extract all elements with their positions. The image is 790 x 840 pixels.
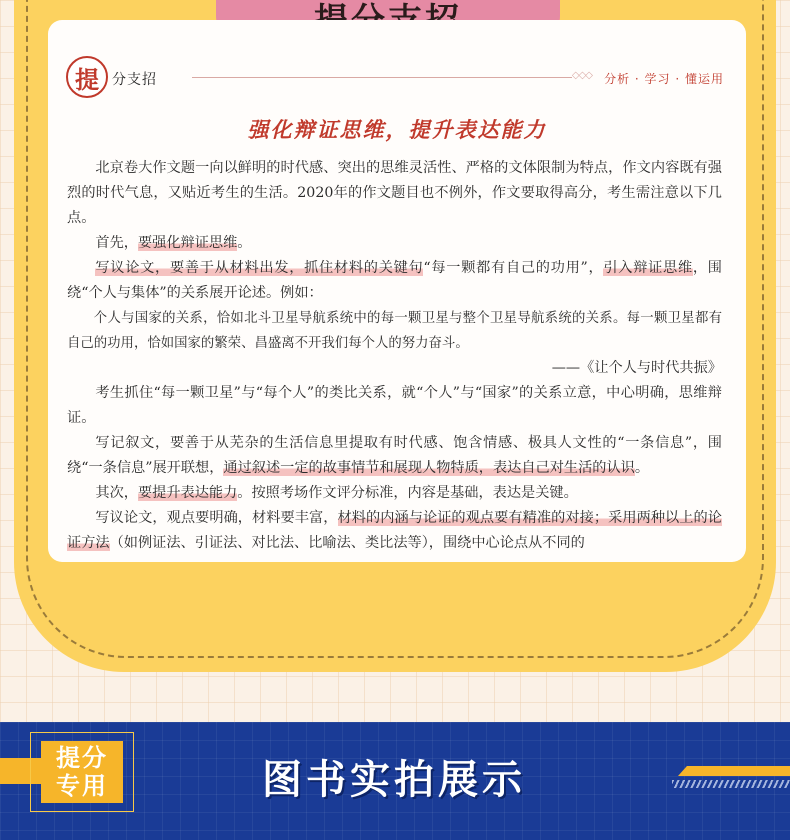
highlight-text: 要强化辩证思维	[137, 235, 238, 251]
text-span: 写记叙文，要善于从芜杂的生活信息里提取有时代感、饱含情感、极具人文性的“一条信息”，围绕“一条信息”展开联想，	[67, 435, 722, 476]
badge-frame	[30, 732, 134, 812]
example-quote: 个人与国家的关系，恰如北斗卫星导航系统中的每一颗卫星与整个卫星导航系统的关系。每一颗卫星都有自己的功用，恰如国家的繁荣、昌盛离不开我们每个人的努力奋斗。	[67, 311, 722, 351]
text-span: “每一颗都有自己的功用”，	[423, 260, 604, 276]
hatch-lines	[672, 780, 790, 788]
badge-line-1: 提分	[56, 744, 108, 772]
paragraph-methods	[67, 506, 722, 556]
brand-tagline: 分析 · 学习 · 懂运用	[604, 72, 724, 86]
paragraph-argument	[67, 256, 722, 306]
text-span: 。	[634, 460, 650, 476]
paragraph-narrative	[67, 431, 722, 481]
highlight-text: 要提升表达能力	[137, 485, 238, 501]
highlight-text: 通过叙述一定的故事情节和展现人物特质，表达自己对生活的认识	[223, 460, 635, 476]
paragraph-second-point	[67, 481, 722, 506]
text-span: 。	[237, 235, 252, 251]
highlight-text: 材料的内涵与论证的观点要有精准的对接；采用两种以上的论证方法	[67, 510, 722, 551]
bottom-banner	[0, 722, 790, 840]
article-headline: 强化辩证思维，提升表达能力	[247, 117, 547, 142]
diamond-dots-icon: ◇◇◇	[571, 70, 592, 81]
text-span: 。按照考场作文评分标准，内容是基础，表达是关键。	[237, 485, 578, 501]
quote-source: ——《让个人与时代共振》	[551, 360, 722, 376]
text-span: 其次，	[95, 485, 138, 501]
highlight-text: 写议论文，要善于从材料出发，抓住材料的关键句	[95, 260, 424, 276]
badge-line-2: 专用	[56, 772, 108, 800]
badge	[41, 741, 123, 803]
right-stripe	[678, 766, 790, 776]
paragraph-intro: 北京卷大作文题一向以鲜明的时代感、突出的思维灵活性、严格的文体限制为特点，作文内容既有强烈的时代气息，又贴近考生的生活。2020年的作文题目也不例外，作文要取得高分，考生需注意以下几点。	[67, 160, 722, 226]
paragraph-analysis: 考生抓住“每一颗卫星”与“每个人”的类比关系，就“个人”与“国家”的关系立意，中心明确，思维辩证。	[67, 385, 722, 426]
brand-row	[66, 56, 724, 100]
divider-line	[192, 77, 572, 78]
paragraph-first-point	[67, 231, 722, 256]
highlight-text: 引入辩证思维	[603, 260, 693, 276]
book-page	[48, 20, 746, 562]
text-span: 首先，	[95, 235, 138, 251]
text-span: （如例证法、引证法、对比法、比喻法、类比法等），围绕中心论点从不同的	[109, 535, 585, 551]
text-span: 写议论文，观点要明确，材料要丰富，	[95, 510, 338, 526]
brand-label: 分支招	[112, 72, 157, 88]
text-span: ，围绕“个人与集体”的关系展开论述。例如：	[67, 260, 722, 301]
brand-logo-icon: 提	[66, 56, 108, 98]
article-body	[67, 156, 722, 556]
banner-title: 图书实拍展示	[262, 757, 526, 803]
